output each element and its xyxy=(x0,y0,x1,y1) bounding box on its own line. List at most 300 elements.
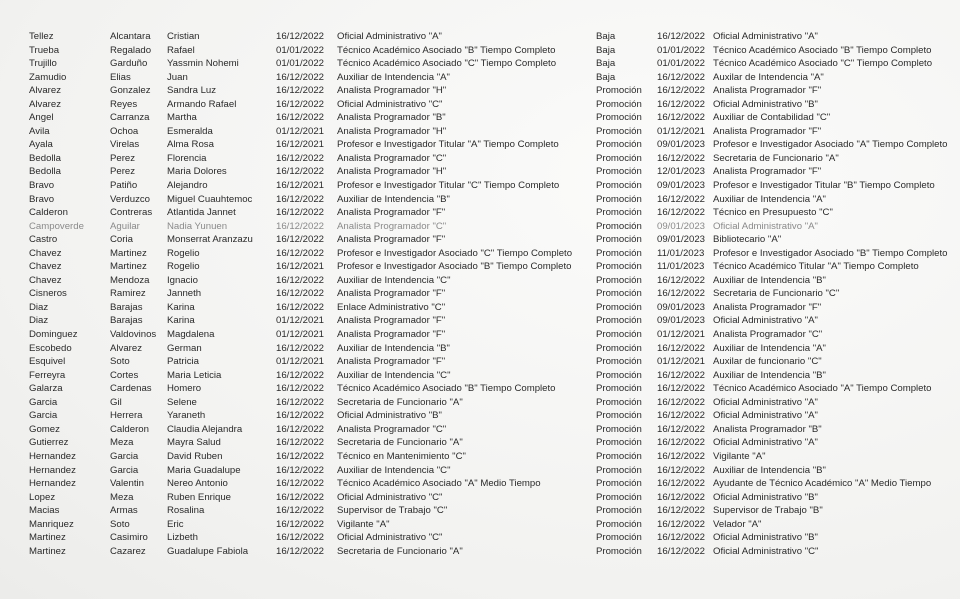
new-date: 01/01/2022 xyxy=(657,44,706,56)
previous-date: 16/12/2021 xyxy=(276,261,325,273)
first-surname: Martinez xyxy=(29,545,66,557)
movement-type: Promoción xyxy=(596,532,642,544)
new-date: 16/12/2022 xyxy=(657,112,706,124)
previous-date: 16/12/2022 xyxy=(276,98,325,110)
previous-date: 16/12/2022 xyxy=(276,505,325,517)
new-position: Auxiliar de Intendencia "B" xyxy=(713,274,826,286)
new-date: 16/12/2022 xyxy=(657,71,706,83)
new-date: 09/01/2023 xyxy=(657,180,706,192)
table-row xyxy=(0,531,960,545)
table-row xyxy=(0,30,960,44)
previous-date: 16/12/2022 xyxy=(276,152,325,164)
previous-position: Analista Programador "H" xyxy=(337,125,447,137)
movement-type: Promoción xyxy=(596,220,642,232)
table-row xyxy=(0,355,960,369)
table-row xyxy=(0,436,960,450)
previous-position: Auxiliar de Intendencia "C" xyxy=(337,369,451,381)
first-surname: Bravo xyxy=(29,180,55,192)
second-surname: Verduzco xyxy=(110,193,151,205)
new-date: 16/12/2022 xyxy=(657,383,706,395)
first-surname: Tellez xyxy=(29,31,54,42)
previous-date: 16/12/2022 xyxy=(276,518,325,530)
second-surname: Elias xyxy=(110,71,131,83)
movement-type: Promoción xyxy=(596,207,642,219)
movement-type: Promoción xyxy=(596,85,642,97)
previous-date: 16/12/2022 xyxy=(276,423,325,435)
second-surname: Gonzalez xyxy=(110,85,151,97)
movement-type: Promoción xyxy=(596,410,642,422)
previous-date: 16/12/2021 xyxy=(276,139,325,151)
given-name: Atlantida Jannet xyxy=(167,207,236,219)
table-row xyxy=(0,477,960,491)
new-position: Auxilar de funcionario "C" xyxy=(713,356,822,368)
table-row xyxy=(0,98,960,112)
previous-position: Técnico Académico Asociado "B" Tiempo Completo xyxy=(337,383,556,395)
given-name: Sandra Luz xyxy=(167,85,217,97)
previous-date: 16/12/2022 xyxy=(276,274,325,286)
previous-position: Analista Programador "F" xyxy=(337,315,446,327)
new-date: 09/01/2023 xyxy=(657,234,706,246)
new-position: Oficial Administrativo "A" xyxy=(713,31,818,42)
new-position: Analista Programador "C" xyxy=(713,329,823,341)
table-row xyxy=(0,287,960,301)
second-surname: Martinez xyxy=(110,247,147,259)
previous-position: Oficial Administrativo "B" xyxy=(337,410,442,422)
new-date: 16/12/2022 xyxy=(657,518,706,530)
movement-type: Promoción xyxy=(596,437,642,449)
given-name: Selene xyxy=(167,396,197,408)
new-position: Ayudante de Técnico Académico "A" Medio Tiempo xyxy=(713,478,932,490)
previous-position: Auxiliar de Intendencia "C" xyxy=(337,464,451,476)
previous-position: Profesor e Investigador Titular "C" Tiempo Completo xyxy=(337,180,560,192)
previous-position: Oficial Administrativo "C" xyxy=(337,491,443,503)
new-position: Técnico en Presupuesto "C" xyxy=(713,207,833,219)
second-surname: Garcia xyxy=(110,464,139,476)
second-surname: Martinez xyxy=(110,261,147,273)
new-position: Oficial Administrativo "A" xyxy=(713,410,818,422)
previous-position: Analista Programador "F" xyxy=(337,234,446,246)
given-name: Alejandro xyxy=(167,180,208,192)
first-surname: Chavez xyxy=(29,247,62,259)
first-surname: Calderon xyxy=(29,207,68,219)
first-surname: Zamudio xyxy=(29,71,67,83)
new-position: Analista Programador "B" xyxy=(713,423,822,435)
new-date: 09/01/2023 xyxy=(657,220,706,232)
new-date: 09/01/2023 xyxy=(657,315,706,327)
previous-position: Analista Programador "F" xyxy=(337,288,446,300)
movement-type: Baja xyxy=(596,71,616,83)
new-position: Secretaria de Funcionario "C" xyxy=(713,288,840,300)
new-date: 11/01/2023 xyxy=(657,261,705,273)
personnel-table xyxy=(0,30,960,558)
table-row xyxy=(0,450,960,464)
new-position: Bibliotecario "A" xyxy=(713,234,782,246)
given-name: Guadalupe Fabiola xyxy=(167,545,249,557)
given-name: Ruben Enrique xyxy=(167,491,232,503)
table-row xyxy=(0,138,960,152)
first-surname: Esquivel xyxy=(29,356,66,368)
given-name: Maria Guadalupe xyxy=(167,464,241,476)
movement-type: Promoción xyxy=(596,193,642,205)
second-surname: Calderon xyxy=(110,423,149,435)
first-surname: Campoverde xyxy=(29,220,84,232)
movement-type: Promoción xyxy=(596,139,642,151)
second-surname: Barajas xyxy=(110,301,143,313)
movement-type: Promoción xyxy=(596,125,642,137)
given-name: Maria Leticia xyxy=(167,369,222,381)
previous-date: 16/12/2022 xyxy=(276,383,325,395)
movement-type: Promoción xyxy=(596,315,642,327)
new-date: 16/12/2022 xyxy=(657,450,706,462)
first-surname: Chavez xyxy=(29,261,62,273)
second-surname: Armas xyxy=(110,505,138,517)
second-surname: Garcia xyxy=(110,450,139,462)
new-position: Analista Programador "F" xyxy=(713,125,822,137)
movement-type: Promoción xyxy=(596,301,642,313)
previous-date: 16/12/2022 xyxy=(276,545,325,557)
movement-type: Promoción xyxy=(596,464,642,476)
previous-date: 16/12/2022 xyxy=(276,234,325,246)
table-row xyxy=(0,111,960,125)
new-date: 16/12/2022 xyxy=(657,369,706,381)
first-surname: Escobedo xyxy=(29,342,72,354)
previous-date: 16/12/2022 xyxy=(276,301,325,313)
given-name: Claudia Alejandra xyxy=(167,423,243,435)
given-name: Miguel Cuauhtemoc xyxy=(167,193,253,205)
second-surname: Valdovinos xyxy=(110,329,157,341)
given-name: Yaraneth xyxy=(167,410,206,422)
table-row xyxy=(0,342,960,356)
first-surname: Galarza xyxy=(29,383,63,395)
first-surname: Bedolla xyxy=(29,166,62,178)
new-date: 16/12/2022 xyxy=(657,31,706,42)
first-surname: Gutierrez xyxy=(29,437,69,449)
previous-date: 16/12/2022 xyxy=(276,464,325,476)
given-name: Yassmin Nohemi xyxy=(167,58,239,70)
previous-position: Secretaria de Funcionario "A" xyxy=(337,545,463,557)
movement-type: Promoción xyxy=(596,491,642,503)
given-name: Mayra Salud xyxy=(167,437,221,449)
second-surname: Cortes xyxy=(110,369,139,381)
new-date: 16/12/2022 xyxy=(657,423,706,435)
second-surname: Valentin xyxy=(110,478,144,490)
previous-date: 16/12/2022 xyxy=(276,288,325,300)
new-position: Auxiliar de Contabilidad "C" xyxy=(713,112,831,124)
new-position: Supervisor de Trabajo "B" xyxy=(713,505,823,517)
previous-date: 01/12/2021 xyxy=(276,329,325,341)
new-date: 01/12/2021 xyxy=(657,356,706,368)
new-date: 16/12/2022 xyxy=(657,532,706,544)
new-position: Técnico Académico Titular "A" Tiempo Completo xyxy=(713,261,919,273)
new-date: 16/12/2022 xyxy=(657,505,706,517)
second-surname: Meza xyxy=(110,437,134,449)
new-date: 16/12/2022 xyxy=(657,207,706,219)
second-surname: Cazarez xyxy=(110,545,146,557)
previous-date: 01/12/2021 xyxy=(276,356,325,368)
previous-position: Oficial Administrativo "A" xyxy=(337,31,442,42)
movement-type: Promoción xyxy=(596,180,642,192)
given-name: Maria Dolores xyxy=(167,166,227,178)
previous-position: Analista Programador "C" xyxy=(337,220,447,232)
previous-date: 16/12/2022 xyxy=(276,437,325,449)
new-position: Auxilar de Intendencia "A" xyxy=(713,71,824,83)
table-row xyxy=(0,125,960,139)
new-date: 16/12/2022 xyxy=(657,437,706,449)
previous-position: Analista Programador "H" xyxy=(337,85,447,97)
new-position: Técnico Académico Asociado "B" Tiempo Completo xyxy=(713,44,932,56)
first-surname: Alvarez xyxy=(29,85,61,97)
second-surname: Gil xyxy=(110,396,122,408)
second-surname: Alcantara xyxy=(110,31,151,42)
table-row xyxy=(0,193,960,207)
first-surname: Diaz xyxy=(29,301,49,313)
previous-date: 16/12/2022 xyxy=(276,247,325,259)
new-position: Oficial Administrativo "C" xyxy=(713,545,819,557)
previous-position: Auxiliar de Intendencia "B" xyxy=(337,342,450,354)
first-surname: Ayala xyxy=(29,139,53,151)
previous-position: Analista Programador "H" xyxy=(337,166,447,178)
second-surname: Herrera xyxy=(110,410,143,422)
previous-date: 16/12/2022 xyxy=(276,369,325,381)
second-surname: Cardenas xyxy=(110,383,152,395)
previous-date: 16/12/2022 xyxy=(276,112,325,124)
movement-type: Promoción xyxy=(596,234,642,246)
given-name: German xyxy=(167,342,202,354)
previous-date: 01/12/2021 xyxy=(276,315,325,327)
given-name: Karina xyxy=(167,315,195,327)
new-date: 16/12/2022 xyxy=(657,98,706,110)
second-surname: Regalado xyxy=(110,44,152,56)
table-row xyxy=(0,71,960,85)
movement-type: Promoción xyxy=(596,450,642,462)
movement-type: Promoción xyxy=(596,112,642,124)
given-name: Nereo Antonio xyxy=(167,478,228,490)
new-date: 01/01/2022 xyxy=(657,58,706,70)
table-row xyxy=(0,274,960,288)
previous-date: 16/12/2021 xyxy=(276,180,325,192)
first-surname: Ferreyra xyxy=(29,369,66,381)
table-row xyxy=(0,409,960,423)
table-row xyxy=(0,260,960,274)
table-row xyxy=(0,491,960,505)
new-date: 01/12/2021 xyxy=(657,125,706,137)
new-position: Oficial Administrativo "B" xyxy=(713,98,818,110)
first-surname: Cisneros xyxy=(29,288,67,300)
previous-date: 16/12/2022 xyxy=(276,220,325,232)
second-surname: Soto xyxy=(110,518,130,530)
given-name: Monserrat Aranzazu xyxy=(167,234,253,246)
new-position: Profesor e Investigador Asociado "A" Tiempo Completo xyxy=(713,139,948,151)
first-surname: Angel xyxy=(29,112,54,124)
given-name: Eric xyxy=(167,518,184,530)
new-position: Oficial Administrativo "A" xyxy=(713,396,818,408)
first-surname: Manriquez xyxy=(29,518,74,530)
table-row xyxy=(0,44,960,58)
new-position: Velador "A" xyxy=(713,518,762,530)
previous-date: 16/12/2022 xyxy=(276,342,325,354)
new-date: 16/12/2022 xyxy=(657,152,706,164)
first-surname: Martinez xyxy=(29,532,66,544)
movement-type: Baja xyxy=(596,31,616,42)
table-row xyxy=(0,328,960,342)
previous-position: Analista Programador "C" xyxy=(337,423,447,435)
second-surname: Perez xyxy=(110,166,136,178)
previous-position: Auxiliar de Intendencia "C" xyxy=(337,274,451,286)
previous-date: 01/12/2021 xyxy=(276,125,325,137)
first-surname: Garcia xyxy=(29,410,58,422)
new-position: Auxiliar de Intendencia "A" xyxy=(713,193,826,205)
new-position: Técnico Académico Asociado "C" Tiempo Completo xyxy=(713,58,933,70)
second-surname: Coria xyxy=(110,234,133,246)
new-date: 16/12/2022 xyxy=(657,478,706,490)
first-surname: Trujillo xyxy=(29,58,57,70)
new-position: Oficial Administrativo "B" xyxy=(713,532,818,544)
movement-type: Promoción xyxy=(596,247,642,259)
table-row xyxy=(0,545,960,559)
new-position: Profesor e Investigador Asociado "B" Tiempo Completo xyxy=(713,247,948,259)
new-position: Oficial Administrativo "A" xyxy=(713,220,818,232)
given-name: Rosalina xyxy=(167,505,205,517)
movement-type: Promoción xyxy=(596,288,642,300)
second-surname: Perez xyxy=(110,152,136,164)
previous-position: Supervisor de Trabajo "C" xyxy=(337,505,448,517)
previous-position: Técnico Académico Asociado "A" Medio Tiempo xyxy=(337,478,541,490)
previous-position: Vigilante "A" xyxy=(337,518,390,530)
movement-type: Promoción xyxy=(596,274,642,286)
second-surname: Contreras xyxy=(110,207,153,219)
table-row xyxy=(0,165,960,179)
new-date: 16/12/2022 xyxy=(657,410,706,422)
new-date: 16/12/2022 xyxy=(657,342,706,354)
movement-type: Promoción xyxy=(596,261,642,273)
second-surname: Alvarez xyxy=(110,342,142,354)
given-name: David Ruben xyxy=(167,450,223,462)
table-row xyxy=(0,301,960,315)
first-surname: Macias xyxy=(29,505,60,517)
movement-type: Promoción xyxy=(596,396,642,408)
given-name: Lizbeth xyxy=(167,532,198,544)
first-surname: Trueba xyxy=(29,44,60,56)
first-surname: Hernandez xyxy=(29,478,76,490)
movement-type: Promoción xyxy=(596,383,642,395)
table-row xyxy=(0,504,960,518)
first-surname: Diaz xyxy=(29,315,49,327)
first-surname: Lopez xyxy=(29,491,56,503)
previous-position: Profesor e Investigador Titular "A" Tiempo Completo xyxy=(337,139,559,151)
given-name: Rogelio xyxy=(167,247,200,259)
second-surname: Patiño xyxy=(110,180,138,192)
previous-date: 01/01/2022 xyxy=(276,44,325,56)
previous-position: Analista Programador "B" xyxy=(337,112,446,124)
given-name: Janneth xyxy=(167,288,202,300)
given-name: Armando Rafael xyxy=(167,98,237,110)
first-surname: Bravo xyxy=(29,193,55,205)
second-surname: Virelas xyxy=(110,139,140,151)
given-name: Rafael xyxy=(167,44,195,56)
given-name: Esmeralda xyxy=(167,125,213,137)
new-date: 16/12/2022 xyxy=(657,85,706,97)
previous-date: 16/12/2022 xyxy=(276,193,325,205)
given-name: Nadia Yunuen xyxy=(167,220,228,232)
new-position: Oficial Administrativo "B" xyxy=(713,491,818,503)
previous-position: Oficial Administrativo "C" xyxy=(337,532,443,544)
new-position: Auxiliar de Intendencia "A" xyxy=(713,342,826,354)
first-surname: Avila xyxy=(29,125,50,137)
first-surname: Alvarez xyxy=(29,98,61,110)
given-name: Alma Rosa xyxy=(167,139,214,151)
first-surname: Garcia xyxy=(29,396,58,408)
movement-type: Promoción xyxy=(596,518,642,530)
new-position: Profesor e Investigador Titular "B" Tiempo Completo xyxy=(713,180,935,192)
previous-position: Analista Programador "F" xyxy=(337,329,446,341)
given-name: Florencia xyxy=(167,152,207,164)
second-surname: Reyes xyxy=(110,98,138,110)
previous-position: Auxiliar de Intendencia "A" xyxy=(337,71,450,83)
second-surname: Garduño xyxy=(110,58,148,70)
previous-date: 16/12/2022 xyxy=(276,396,325,408)
second-surname: Ochoa xyxy=(110,125,139,137)
first-surname: Chavez xyxy=(29,274,62,286)
new-date: 09/01/2023 xyxy=(657,139,706,151)
table-row xyxy=(0,233,960,247)
new-position: Oficial Administrativo "A" xyxy=(713,437,818,449)
new-date: 16/12/2022 xyxy=(657,545,706,557)
given-name: Ignacio xyxy=(167,274,198,286)
second-surname: Meza xyxy=(110,491,134,503)
previous-position: Oficial Administrativo "C" xyxy=(337,98,443,110)
previous-date: 16/12/2022 xyxy=(276,166,325,178)
table-row xyxy=(0,314,960,328)
table-row xyxy=(0,518,960,532)
new-position: Analista Programador "F" xyxy=(713,166,822,178)
table-row xyxy=(0,247,960,261)
second-surname: Barajas xyxy=(110,315,143,327)
previous-position: Secretaria de Funcionario "A" xyxy=(337,396,463,408)
new-position: Oficial Administrativo "A" xyxy=(713,315,818,327)
table-row xyxy=(0,152,960,166)
first-surname: Gomez xyxy=(29,423,60,435)
new-date: 16/12/2022 xyxy=(657,491,706,503)
table-row xyxy=(0,220,960,234)
previous-position: Técnico Académico Asociado "B" Tiempo Completo xyxy=(337,44,556,56)
second-surname: Ramirez xyxy=(110,288,146,300)
new-date: 16/12/2022 xyxy=(657,396,706,408)
new-date: 16/12/2022 xyxy=(657,193,706,205)
movement-type: Promoción xyxy=(596,369,642,381)
movement-type: Promoción xyxy=(596,152,642,164)
table-row xyxy=(0,464,960,478)
new-date: 09/01/2023 xyxy=(657,301,706,313)
given-name: Cristian xyxy=(167,31,200,42)
previous-date: 16/12/2022 xyxy=(276,450,325,462)
first-surname: Dominguez xyxy=(29,329,78,341)
new-position: Analista Programador "F" xyxy=(713,85,822,97)
given-name: Juan xyxy=(167,71,188,83)
second-surname: Casimiro xyxy=(110,532,148,544)
previous-date: 16/12/2022 xyxy=(276,532,325,544)
movement-type: Promoción xyxy=(596,545,642,557)
new-position: Secretaria de Funcionario "A" xyxy=(713,152,839,164)
first-surname: Bedolla xyxy=(29,152,62,164)
new-position: Técnico Académico Asociado "A" Tiempo Completo xyxy=(713,383,932,395)
table-row xyxy=(0,179,960,193)
given-name: Martha xyxy=(167,112,197,124)
new-date: 11/01/2023 xyxy=(657,247,705,259)
movement-type: Promoción xyxy=(596,505,642,517)
movement-type: Promoción xyxy=(596,98,642,110)
new-date: 16/12/2022 xyxy=(657,464,706,476)
given-name: Patricia xyxy=(167,356,199,368)
